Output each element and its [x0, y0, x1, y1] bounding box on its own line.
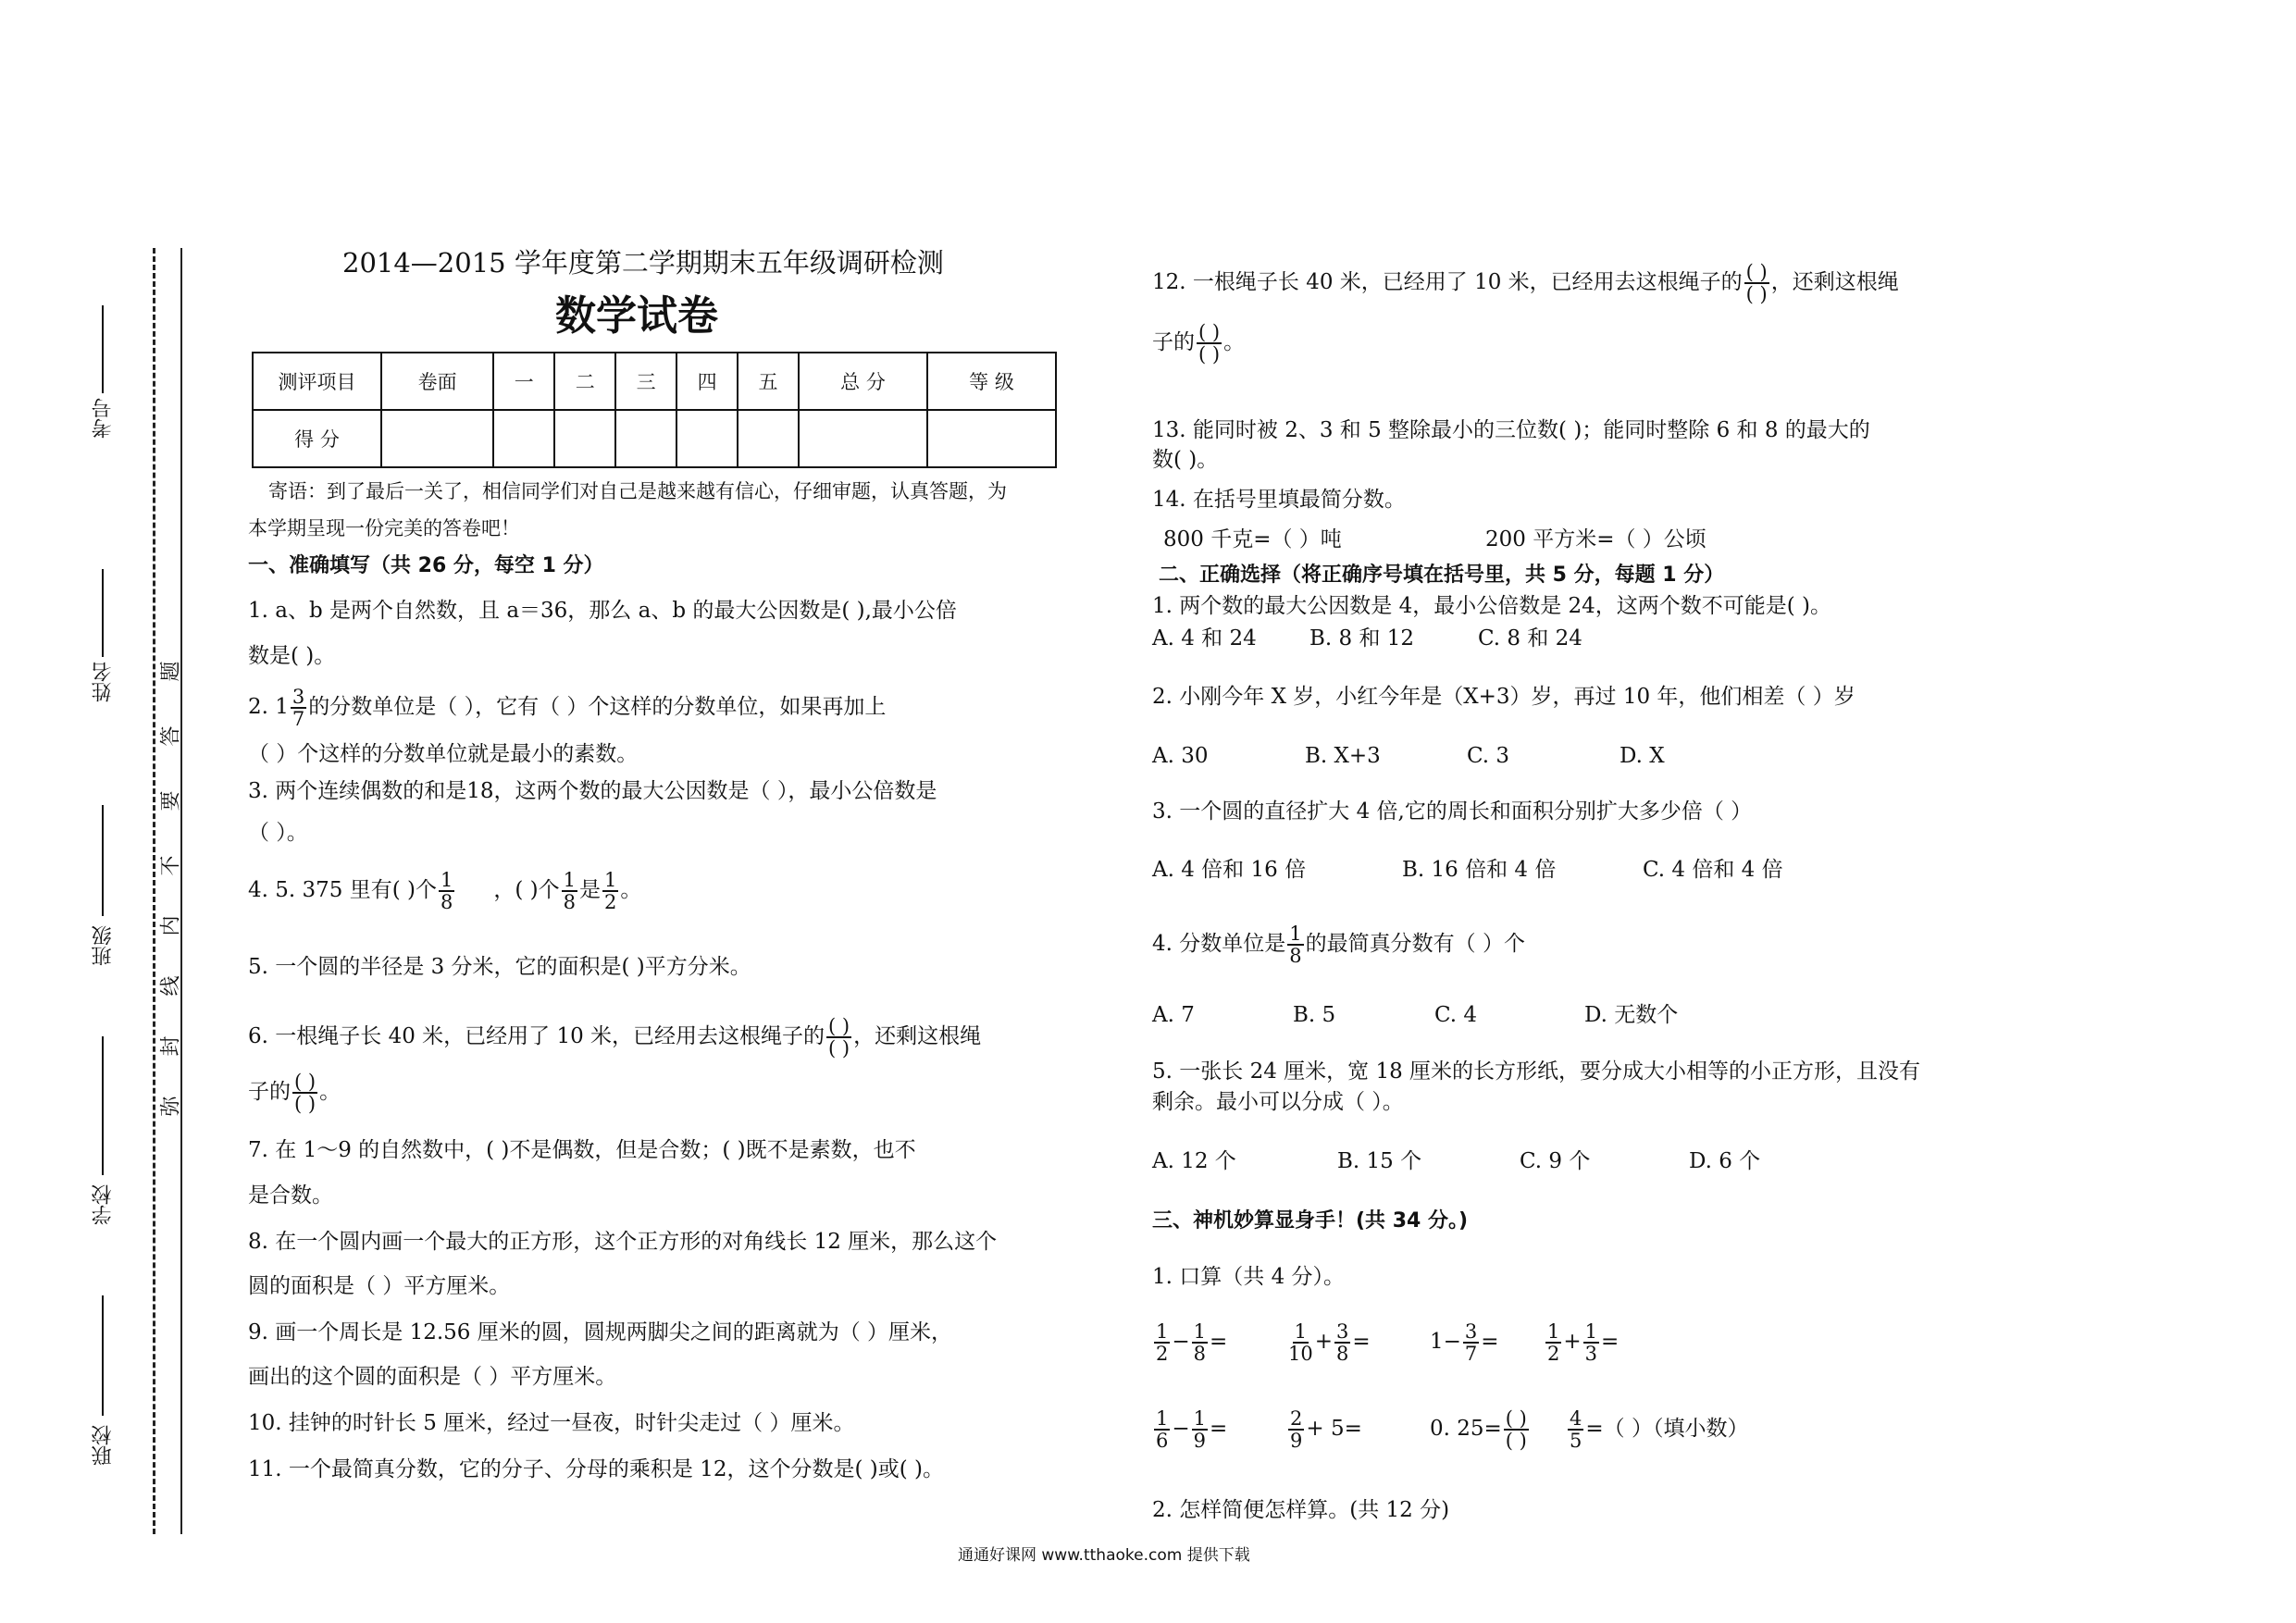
q3-line2: （ ）。: [248, 821, 308, 845]
blank-fraction[interactable]: [826, 1016, 851, 1059]
denominator: 6: [1156, 1430, 1169, 1452]
operator: =: [1210, 1417, 1228, 1441]
fraction: [1545, 1321, 1561, 1364]
q14-b: 200 平方米=（ ）公顷: [1485, 527, 1706, 551]
numerator: 1: [604, 869, 617, 891]
q6-text: 。: [319, 1080, 341, 1104]
q8-line1: 8. 在一个圆内画一个最大的正方形，这个正方形的对角线长 12 厘米，那么这个: [248, 1230, 998, 1254]
year-line: 2014—2015 学年度第二学期期末五年级调研检测: [342, 247, 944, 279]
choice-5-opt[interactable]: A. 12 个: [1152, 1149, 1236, 1173]
oral-2: [1286, 1321, 1371, 1364]
fraction: [1463, 1321, 1479, 1364]
seal-char: 线: [159, 975, 183, 997]
q4-text: 是: [579, 878, 601, 902]
denominator: 10: [1288, 1343, 1313, 1365]
q11: 11. 一个最简真分数，它的分子、分母的乘积是 12，这个分数是( )或( )。: [248, 1457, 944, 1481]
fraction: [1583, 1321, 1599, 1364]
blank-fraction[interactable]: [1504, 1408, 1529, 1451]
fraction: [1192, 1321, 1208, 1364]
q13-line2: 数( )。: [1152, 448, 1219, 472]
choice-2-opt[interactable]: D. X: [1620, 744, 1665, 768]
cell: 等 级: [927, 353, 1056, 410]
denominator: ( ): [828, 1037, 850, 1059]
choice-1-opt[interactable]: B. 8 和 12: [1309, 626, 1415, 650]
blank-fraction[interactable]: [1744, 262, 1769, 304]
q12-text: 。: [1223, 330, 1246, 354]
choice-3-opt[interactable]: A. 4 倍和 16 倍: [1152, 858, 1307, 882]
q6-line1: [248, 1016, 981, 1059]
cell: 四: [676, 353, 738, 410]
page-title: 数学试卷: [555, 292, 718, 340]
denominator: 9: [1193, 1430, 1207, 1452]
q7-line1: 7. 在 1～9 的自然数中，( )不是偶数，但是合数；( )既不是素数，也不: [248, 1138, 916, 1162]
numerator: 1: [1294, 1320, 1308, 1343]
denominator: 7: [292, 708, 305, 730]
score-cell[interactable]: [799, 410, 927, 467]
numerator: 1: [440, 869, 453, 891]
q2-line1: [248, 687, 886, 729]
q4-text: 。: [620, 878, 642, 902]
q7-line2: 是合数。: [248, 1183, 333, 1208]
field-line[interactable]: [102, 1036, 105, 1175]
q4-text: ，( )个: [493, 878, 560, 902]
q12-line2: [1152, 322, 1245, 365]
choice-4-text: 的最简真分数有（ ）个: [1305, 932, 1525, 956]
fraction: [1192, 1408, 1208, 1451]
numerator: 1: [1156, 1320, 1169, 1343]
denominator: 8: [1336, 1343, 1349, 1365]
q1-line1: 1. a、b 是两个自然数，且 a＝36，那么 a、b 的最大公因数是( ),最小公倍: [248, 599, 957, 623]
q2-prefix: 2. 1: [248, 695, 289, 719]
q10: 10. 挂钟的时针长 5 厘米，经过一昼夜，时针尖走过（ ）厘米。: [248, 1411, 855, 1435]
fraction: [1154, 1408, 1170, 1451]
numerator: ( ): [1505, 1407, 1527, 1430]
field-label: 学校: [92, 1184, 115, 1225]
q6-text: 6. 一根绳子长 40 米，已经用了 10 米，已经用去这根绳子的: [248, 1024, 825, 1048]
operator: =: [1601, 1330, 1620, 1354]
fraction: [1287, 923, 1303, 966]
q14: 14. 在括号里填最简分数。: [1152, 488, 1406, 512]
q12-text: 子的: [1152, 330, 1195, 354]
choice-5-opt[interactable]: C. 9 个: [1520, 1149, 1591, 1173]
q6-text: ，还剩这根绳: [853, 1024, 982, 1048]
score-cell[interactable]: [927, 410, 1056, 467]
cell: 二: [554, 353, 615, 410]
numerator: 3: [292, 686, 305, 708]
q6-line2: [248, 1072, 341, 1114]
fraction: [1288, 1408, 1304, 1451]
choice-4-opt[interactable]: C. 4: [1434, 1003, 1478, 1027]
numerator: 3: [1336, 1320, 1349, 1343]
blank-fraction[interactable]: [292, 1072, 317, 1114]
score-cell[interactable]: [615, 410, 676, 467]
choice-5-opt[interactable]: B. 15 个: [1337, 1149, 1422, 1173]
denominator: 3: [1584, 1343, 1598, 1365]
choice-2-opt[interactable]: C. 3: [1467, 744, 1510, 768]
numerator: 1: [1193, 1320, 1207, 1343]
q9-line2: 画出的这个圆的面积是（ ）平方厘米。: [248, 1365, 617, 1389]
field-name: [89, 662, 118, 702]
choice-3-opt[interactable]: C. 4 倍和 4 倍: [1643, 858, 1783, 882]
field-label: 姓名: [92, 662, 115, 702]
section-1-heading: 一、准确填写（共 26 分，每空 1 分）: [248, 554, 604, 577]
operator: =: [1352, 1330, 1371, 1354]
denominator: 5: [1570, 1430, 1582, 1452]
choice-2: 2. 小刚今年 X 岁，小红今年是（X+3）岁，再过 10 年，他们相差（ ）岁: [1152, 685, 1855, 709]
footer: 通通好课网 www.tthaoke.com 提供下载: [958, 1546, 1250, 1565]
choice-4-opt[interactable]: D. 无数个: [1584, 1003, 1679, 1027]
denominator: ( ): [1505, 1430, 1527, 1452]
oral-8: [1566, 1408, 1748, 1451]
oral-7: [1430, 1408, 1531, 1451]
numerator: ( ): [828, 1015, 850, 1037]
q12-line1: [1152, 262, 1899, 304]
seal-char: 不: [159, 855, 183, 876]
field-line[interactable]: [102, 805, 105, 916]
fraction: [1154, 1321, 1170, 1364]
blank-fraction[interactable]: [1197, 322, 1222, 365]
numerator: 1: [1584, 1320, 1598, 1343]
cell: 测评项目: [253, 353, 381, 410]
q13-line1: 13. 能同时被 2、3 和 5 整除最小的三位数( )；能同时整除 6 和 8 的最大的: [1152, 418, 1870, 442]
mixed-fraction: [291, 687, 306, 729]
choice-3-opt[interactable]: B. 16 倍和 4 倍: [1402, 858, 1557, 882]
score-cell[interactable]: [554, 410, 615, 467]
score-table: [252, 352, 1057, 468]
numerator: 1: [563, 869, 576, 891]
cell: 得 分: [253, 410, 381, 467]
denominator: 8: [440, 891, 453, 913]
cell: 五: [738, 353, 799, 410]
choice-3: 3. 一个圆的直径扩大 4 倍,它的周长和面积分别扩大多少倍（ ）: [1152, 799, 1753, 824]
q1-line2: 数是( )。: [248, 644, 336, 668]
denominator: 8: [1193, 1343, 1207, 1365]
q8-line2: 圆的面积是（ ）平方厘米。: [248, 1274, 511, 1298]
numerator: 1: [1156, 1407, 1169, 1430]
choice-5-opt[interactable]: D. 6 个: [1689, 1149, 1761, 1173]
score-cell[interactable]: [381, 410, 493, 467]
binding-line-outer: [153, 248, 155, 1534]
numerator: 4: [1570, 1407, 1582, 1430]
binding-line-inner: [180, 248, 182, 1534]
choice-4: [1152, 923, 1525, 966]
q12-text: ，还剩这根绳: [1770, 270, 1899, 294]
field-school: [89, 1184, 118, 1225]
denominator: 2: [604, 891, 617, 913]
operator: +: [1314, 1330, 1334, 1354]
cell: 总 分: [799, 353, 927, 410]
q12-text: 12. 一根绳子长 40 米，已经用了 10 米，已经用去这根绳子的: [1152, 270, 1743, 294]
fraction: [1568, 1408, 1583, 1451]
q4: [248, 870, 641, 912]
field-exam-number: [89, 398, 118, 439]
denominator: 8: [1289, 945, 1302, 967]
cell: 一: [493, 353, 554, 410]
subsection-oral: 1. 口算（共 4 分）。: [1152, 1265, 1346, 1289]
choice-4-opt[interactable]: B. 5: [1293, 1003, 1336, 1027]
fraction: [602, 870, 618, 912]
numerator: 2: [1290, 1407, 1303, 1430]
oral-1: [1152, 1321, 1227, 1364]
choice-5-line1: 5. 一张长 24 厘米，宽 18 厘米的长方形纸，要分成大小相等的小正方形，且没有: [1152, 1059, 1921, 1084]
denominator: ( ): [1745, 283, 1768, 305]
operator: −: [1172, 1330, 1190, 1354]
oral-5: [1152, 1408, 1227, 1451]
seal-char: 答: [159, 725, 183, 747]
numerator: 3: [1464, 1320, 1478, 1343]
operator: 0. 25=: [1430, 1417, 1502, 1441]
oral-6: [1286, 1408, 1362, 1451]
denominator: 9: [1290, 1430, 1303, 1452]
field-line[interactable]: [102, 1295, 105, 1416]
seal-char: 内: [159, 915, 183, 936]
field-line[interactable]: [102, 569, 105, 657]
denominator: 2: [1547, 1343, 1560, 1365]
numerator: 1: [1547, 1320, 1560, 1343]
field-label: 联校: [92, 1425, 115, 1466]
section-2-heading: 二、正确选择（将正确序号填在括号里，共 5 分，每题 1 分）: [1159, 564, 1725, 587]
choice-5-line2: 剩余。最小可以分成（ ）。: [1152, 1090, 1404, 1114]
cell: 卷面: [381, 353, 493, 410]
fraction: [1334, 1321, 1350, 1364]
greeting-line2: 本学期呈现一份完美的答卷吧！: [248, 517, 520, 539]
denominator: 2: [1156, 1343, 1169, 1365]
operator: =: [1210, 1330, 1228, 1354]
field-line[interactable]: [102, 305, 105, 393]
operator: −: [1172, 1417, 1190, 1441]
fraction: [1288, 1321, 1313, 1364]
operator: =: [1481, 1330, 1499, 1354]
greeting: 寄语：到了最后一关了，相信同学们对自己是越来越有信心，仔细审题，认真答题，为: [268, 480, 1007, 502]
field-label: 考号: [92, 398, 115, 439]
q4-text: 4. 5. 375 里有( )个: [248, 878, 437, 902]
denominator: 7: [1464, 1343, 1478, 1365]
choice-1-opt[interactable]: C. 8 和 24: [1478, 626, 1582, 650]
seal-char: 弥: [159, 1096, 183, 1117]
denominator: 8: [563, 891, 576, 913]
q9-line1: 9. 画一个周长是 12.56 厘米的圆，圆规两脚尖之间的距离就为（ ）厘米，: [248, 1320, 953, 1344]
q2-line2: （ ）个这样的分数单位就是最小的素数。: [248, 742, 639, 766]
choice-1: 1. 两个数的最大公因数是 4，最小公倍数是 24，这两个数不可能是( )。: [1152, 594, 1832, 618]
seal-char: 题: [159, 661, 183, 682]
section-3-heading: 三、神机妙算显身手！(共 34 分。): [1152, 1209, 1469, 1233]
choice-2-opt[interactable]: A. 30: [1152, 744, 1209, 768]
fraction: [439, 870, 454, 912]
score-cell[interactable]: [493, 410, 554, 467]
choice-2-opt[interactable]: B. X+3: [1305, 744, 1381, 768]
score-table-score-row: [253, 410, 1056, 467]
q6-text: 子的: [248, 1080, 291, 1104]
field-class: [89, 925, 118, 966]
numerator: 1: [1289, 923, 1302, 945]
seal-char: 封: [159, 1035, 183, 1057]
q3-line1: 3. 两个连续偶数的和是18，这两个数的最大公因数是（ ），最小公倍数是: [248, 779, 937, 803]
score-table-header-row: [253, 353, 1056, 410]
denominator: ( ): [1198, 343, 1221, 365]
numerator: ( ): [1198, 321, 1221, 343]
q5: 5. 一个圆的半径是 3 分米，它的面积是( )平方分米。: [248, 955, 751, 979]
numerator: ( ): [294, 1071, 316, 1093]
operator: +: [1563, 1330, 1582, 1354]
oral-3: [1430, 1321, 1499, 1364]
choice-4-text: 4. 分数单位是: [1152, 932, 1286, 956]
score-cell[interactable]: [676, 410, 738, 467]
field-label: 班级: [92, 925, 115, 966]
oral-4: [1544, 1321, 1619, 1364]
numerator: ( ): [1745, 261, 1768, 283]
seal-char: 要: [159, 790, 183, 812]
fraction: [562, 870, 577, 912]
operator: 1−: [1430, 1330, 1461, 1354]
choice-1-opt[interactable]: A. 4 和 24: [1152, 626, 1257, 650]
operator: =（ ）（填小数）: [1585, 1417, 1749, 1441]
q14-a: 800 千克=（ ）吨: [1163, 527, 1342, 551]
score-cell[interactable]: [738, 410, 799, 467]
field-district: [89, 1425, 118, 1466]
denominator: ( ): [294, 1093, 316, 1115]
cell: 三: [615, 353, 676, 410]
subsection-simplify: 2. 怎样简便怎样算。(共 12 分): [1152, 1498, 1450, 1522]
numerator: 1: [1193, 1407, 1207, 1430]
operator: + 5=: [1306, 1417, 1362, 1441]
q2-rest: 的分数单位是（ ），它有（ ）个这样的分数单位，如果再加上: [308, 695, 887, 719]
choice-4-opt[interactable]: A. 7: [1152, 1003, 1195, 1027]
